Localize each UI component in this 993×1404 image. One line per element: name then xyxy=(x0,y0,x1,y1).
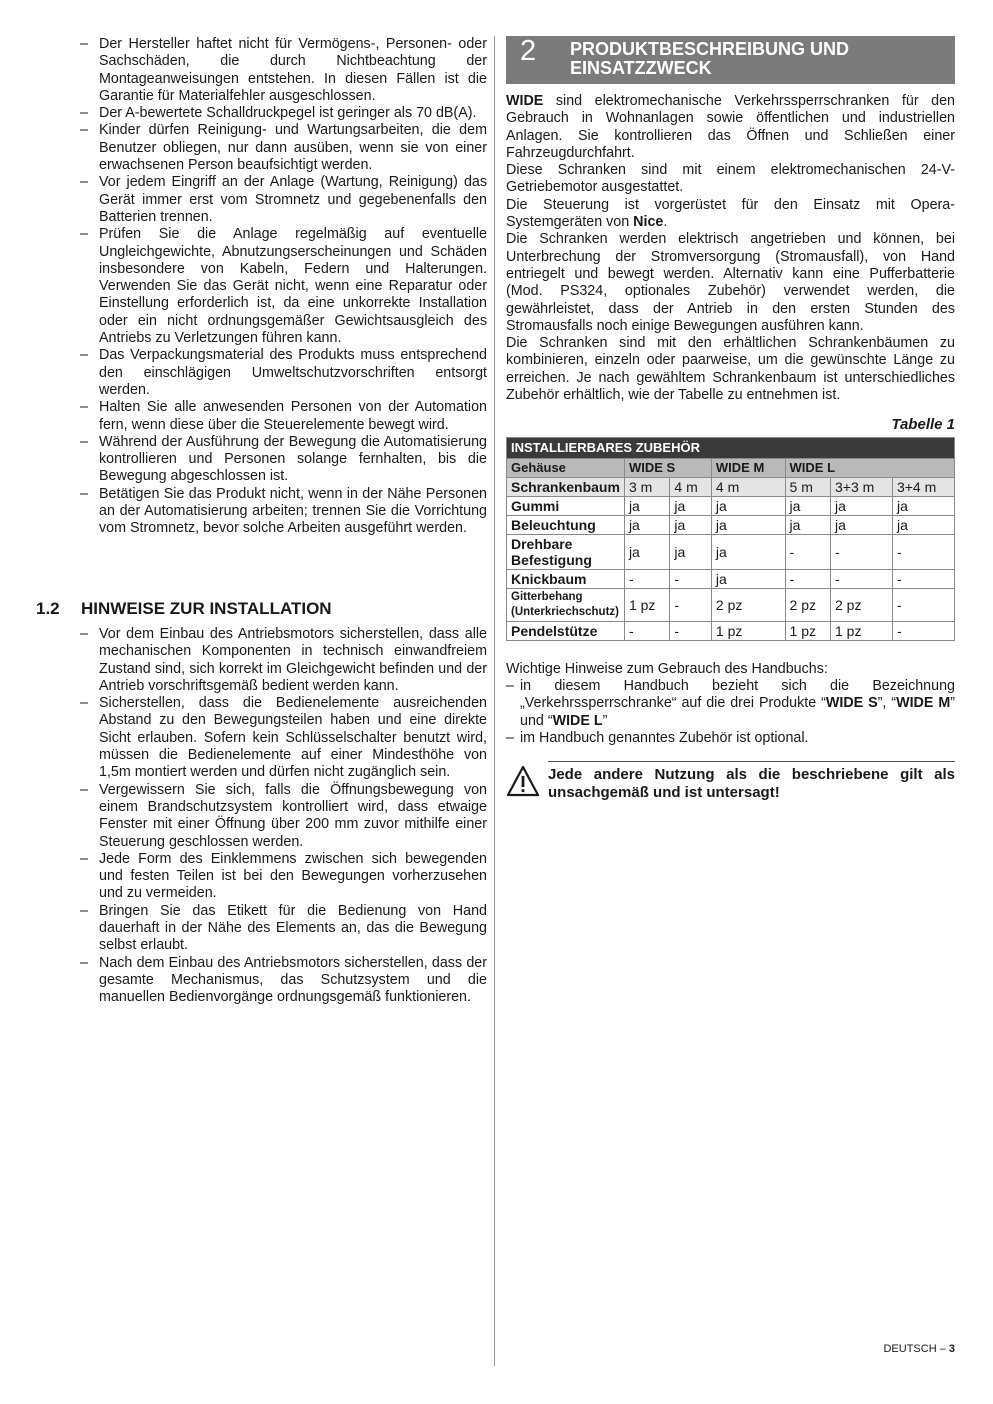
chapter-header xyxy=(506,36,955,84)
table-cell: - xyxy=(831,534,893,569)
paragraph: Die Schranken sind mit den erhältlichen Schrankenbäumen zu kombinieren, einzeln oder paarweise, um die gewünschte Länge zu erreichen. Je nach gewähltem Schrankenbaum ist unterschiedliches Zubehör erhältlich, wie der Tabelle zu entnehmen ist. xyxy=(506,335,955,404)
row-label: Pendelstütze xyxy=(507,621,625,640)
table-cell: 3+4 m xyxy=(892,477,954,496)
table-cell: ja xyxy=(624,496,669,515)
row-label: Knickbaum xyxy=(507,569,625,588)
list-item xyxy=(506,678,955,730)
table-row xyxy=(507,621,955,640)
table-cell: 3+3 m xyxy=(831,477,893,496)
table-header-cell: WIDE S xyxy=(624,458,711,477)
list-item: – Kinder dürfen Reinigung- und Wartungsarbeiten, die dem Benutzer obliegen, nur dann ausüben, wenn sie von einer erwachsenen Person beaufsichtigt werden. xyxy=(78,122,487,174)
table-header-cell: WIDE M xyxy=(711,458,785,477)
list-item: – Jede Form des Einklemmens zwischen sich bewegenden und festen Teilen ist bei den Bewegungen vorherzusehen und zu vermeiden. xyxy=(78,851,487,903)
list-item: – Der Hersteller haftet nicht für Vermögens-, Personen- oder Sachschäden, die durch Nichtbeachtung der Montageanweisungen entstehen. In diesen Fällen ist die Garantie für Materialfehler ausgeschlossen. xyxy=(78,36,487,105)
list-item: – Vergewissern Sie sich, falls die Öffnungsbewegung von einem Brandschutzsystem kontrolliert wird, dass etwaige Fenster mit einer Öffnung über 200 mm zuvor mithilfe einer Steuerung geschlossen werden. xyxy=(78,782,487,851)
left-column xyxy=(78,36,487,538)
manual-notes xyxy=(506,661,955,747)
column-divider xyxy=(494,36,495,1366)
list-item: – Sicherstellen, dass die Bedienelemente ausreichenden Abstand zu den Bewegungsteilen haben und eine direkte Sicht erlauben. Sofern kein Schlüsselschalter benutzt wird, müssen die Bedienelemente auf einer Mindesthöhe von 1,5m montiert werden und dürfen nicht zugänglich sein. xyxy=(78,695,487,781)
brand-name: Nice xyxy=(633,214,664,231)
table-header-cell: Gehäuse xyxy=(507,458,625,477)
row-label: Gitterbehang (Unterkriechschutz) xyxy=(507,588,625,621)
list-item: – Halten Sie alle anwesenden Personen von der Automation fern, wenn diese über die Steuerelemente bewegt wird. xyxy=(78,399,487,434)
table-cell: ja xyxy=(831,496,893,515)
table-cell: 5 m xyxy=(785,477,830,496)
product-name: WIDE M xyxy=(896,695,951,712)
table-cell: 4 m xyxy=(711,477,785,496)
table-cell: ja xyxy=(785,496,830,515)
warning-icon xyxy=(506,765,540,797)
brand-name: WIDE xyxy=(506,93,544,109)
list-item: – Betätigen Sie das Produkt nicht, wenn in der Nähe Personen an der Automatisierung arbeiten; trennen Sie die Vorrichtung vom Stromnetz, bevor solche Arbeiten ausgeführt werden. xyxy=(78,486,487,538)
notes-list xyxy=(506,678,955,747)
table-cell: ja xyxy=(892,496,954,515)
section-title: HINWEISE ZUR INSTALLATION xyxy=(81,599,332,618)
warning-box xyxy=(506,761,955,802)
table-cell: - xyxy=(670,588,711,621)
table-cell: - xyxy=(624,621,669,640)
table-cell: - xyxy=(785,534,830,569)
intro-text xyxy=(506,93,955,404)
paragraph-text: . xyxy=(663,214,668,231)
list-item: – Bringen Sie das Etikett für die Bedienung von Hand dauerhaft in der Nähe des Elements an, das die Bewegung selbst erlaubt. xyxy=(78,903,487,955)
table-cell: 3 m xyxy=(624,477,669,496)
table-cell: ja xyxy=(711,534,785,569)
table-cell: - xyxy=(785,569,830,588)
table-cell: 2 pz xyxy=(785,588,830,621)
paragraph xyxy=(506,197,955,232)
paragraph-text: sind elektromechanische Verkehrssperrschranken für den Gebrauch in Wohnanlagen sowie öffentlichen und industriellen Anlagen. Sie kontrollieren das Öffnen und Schließen einer Fahrzeugdurchfahrt. xyxy=(506,93,955,161)
table-cell: 4 m xyxy=(670,477,711,496)
paragraph: Diese Schranken sind mit einem elektromechanischen 24-V-Getriebemotor ausgestattet. xyxy=(506,162,955,196)
table-cell: 1 pz xyxy=(831,621,893,640)
paragraph-text: Die Steuerung ist vorgerüstet für den Einsatz mit Opera-Systemgeräten von xyxy=(506,196,955,231)
table-cell: ja xyxy=(711,515,785,534)
paragraph: Die Schranken werden elektrisch angetrieben und können, bei Unterbrechung der Stromversorgung (Stromausfall), von Hand entriegelt und bewegt werden. Alternativ kann eine Pufferbatterie (Mod. PS324, optionales Zubehör) verwendet werden, die gewährleistet, dass der Antrieb in den ersten Stunden des Stromausfalls noch einige Bewegungen ausführen kann. xyxy=(506,231,955,334)
chapter-title-line: PRODUKTBESCHREIBUNG UND xyxy=(570,39,850,59)
note-text: ” xyxy=(602,712,608,729)
row-label: Gummi xyxy=(507,496,625,515)
list-item: – Das Verpackungsmaterial des Produkts muss entsprechend den einschlägigen Umweltschutzvorschriften entsorgt werden. xyxy=(78,347,487,399)
table-cell: 1 pz xyxy=(785,621,830,640)
table-cell: - xyxy=(831,569,893,588)
table-cell: - xyxy=(670,569,711,588)
note-text: ”, “ xyxy=(877,695,897,712)
list-item: – Während der Ausführung der Bewegung die Automatisierung kontrollieren und Personen solange fernhalten, bis die Bewegung abgeschlossen ist. xyxy=(78,434,487,486)
accessories-table xyxy=(506,437,955,641)
safety-list xyxy=(78,36,487,538)
chapter-title xyxy=(570,40,849,78)
notes-heading: Wichtige Hinweise zum Gebrauch des Handbuchs: xyxy=(506,660,828,677)
table-row xyxy=(507,569,955,588)
warning-text: Jede andere Nutzung als die beschriebene gilt als unsachgemäß und ist untersagt! xyxy=(548,766,955,802)
table-row xyxy=(507,496,955,515)
installation-list xyxy=(78,626,487,1007)
table-row xyxy=(507,588,955,621)
table-cell: - xyxy=(892,569,954,588)
table-cell: ja xyxy=(670,496,711,515)
section-installation xyxy=(36,598,487,1007)
section-number: 1.2 xyxy=(36,599,60,618)
section-heading xyxy=(36,598,487,620)
list-item: – Vor jedem Eingriff an der Anlage (Wartung, Reinigung) das Gerät immer erst vom Stromnetz und gegebenenfalls den Batterien trennen. xyxy=(78,174,487,226)
chapter-number: 2 xyxy=(520,35,537,67)
table-cell: ja xyxy=(670,534,711,569)
table-row xyxy=(507,515,955,534)
chapter-title-line: EINSATZZWECK xyxy=(570,58,712,78)
table-cell: 2 pz xyxy=(711,588,785,621)
table-cell: - xyxy=(670,621,711,640)
row-label: Schrankenbaum xyxy=(507,477,625,496)
table-row xyxy=(507,477,955,496)
table-row xyxy=(507,534,955,569)
table-cell: ja xyxy=(892,515,954,534)
table-caption: Tabelle 1 xyxy=(891,416,955,434)
table-cell: ja xyxy=(831,515,893,534)
list-item: – Vor dem Einbau des Antriebsmotors sicherstellen, dass alle mechanischen Komponenten in technisch einwandfreiem Zustand sind, sich korrekt im Gleichgewicht befinden und der Antrieb vorschriftsgemäß bedient werden kann. xyxy=(78,626,487,695)
right-column xyxy=(506,36,955,802)
table-cell: - xyxy=(892,588,954,621)
product-name: WIDE S xyxy=(825,695,878,712)
row-label: Drehbare Befestigung xyxy=(507,534,625,569)
product-name: WIDE L xyxy=(552,712,603,729)
table-cell: ja xyxy=(785,515,830,534)
footer-language: DEUTSCH – xyxy=(883,1343,949,1355)
table-cell: - xyxy=(624,569,669,588)
list-item: – Der A-bewertete Schalldruckpegel ist geringer als 70 dB(A). xyxy=(78,105,487,122)
row-label: Beleuchtung xyxy=(507,515,625,534)
list-item: – im Handbuch genanntes Zubehör ist optional. xyxy=(506,730,955,747)
table-cell: ja xyxy=(670,515,711,534)
table-header-cell: WIDE L xyxy=(785,458,954,477)
table-title: INSTALLIERBARES ZUBEHÖR xyxy=(507,437,955,458)
warning-rule xyxy=(548,761,955,762)
table-cell: 1 pz xyxy=(711,621,785,640)
list-item: – Prüfen Sie die Anlage regelmäßig auf eventuelle Ungleichgewichte, Abnutzungserscheinungen und Schäden insbesondere von Kabeln, Federn und Halterungen. Verwenden Sie das Gerät nicht, wenn eine Reparatur oder Einstellung erforderlich ist, da eine unkorrekte Installation oder ein nicht ordnungsgemäßer Gewichtsausgleich des Antriebs zu Verletzungen führen kann. xyxy=(78,226,487,347)
note-text: ” und “ xyxy=(520,695,955,729)
paragraph xyxy=(506,93,955,162)
note-text: in diesem Handbuch bezieht sich die Bezeichnung „Verkehrssperrschranke“ auf die drei Produkte “ xyxy=(520,677,955,712)
table-cell: 1 pz xyxy=(624,588,669,621)
list-item: – Nach dem Einbau des Antriebsmotors sicherstellen, dass der gesamte Mechanismus, das Schutzsystem und die manuellen Bedienvorgänge ordnungsgemäß funktionieren. xyxy=(78,955,487,1007)
page-footer xyxy=(883,1343,955,1355)
table-cell: ja xyxy=(711,496,785,515)
table-cell: - xyxy=(892,621,954,640)
table-cell: ja xyxy=(624,515,669,534)
table-cell: ja xyxy=(624,534,669,569)
page-number: 3 xyxy=(948,1343,955,1355)
table-cell: 2 pz xyxy=(831,588,893,621)
table-cell: ja xyxy=(711,569,785,588)
table-cell: - xyxy=(892,534,954,569)
